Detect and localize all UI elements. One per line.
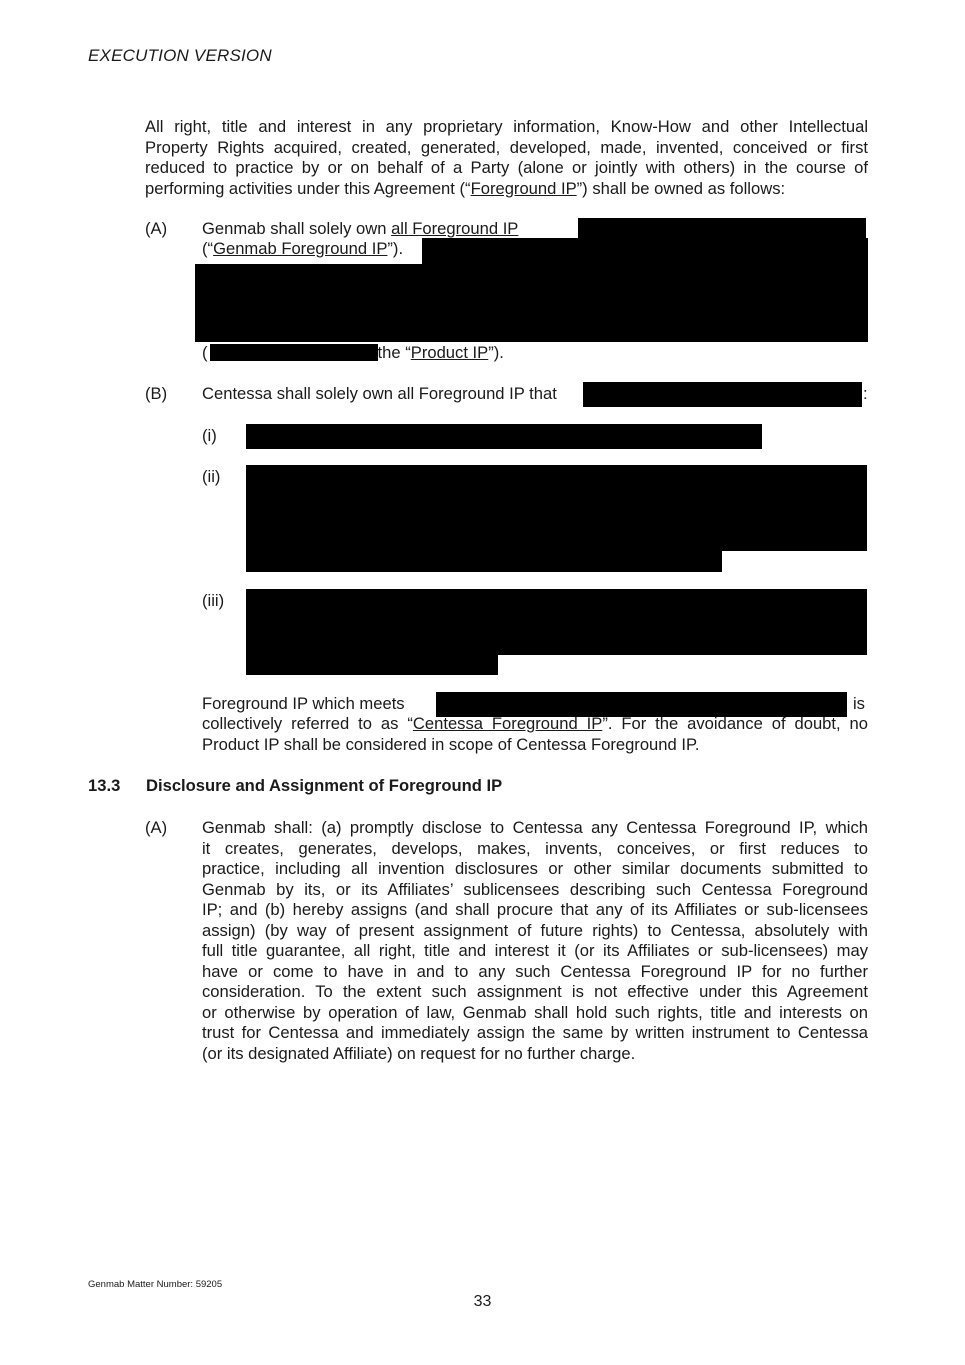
clause-133a-line: full title guarantee, all right, title and interest it (or its Affiliates or sub-licensees) may xyxy=(202,941,868,960)
clause-133a-line: have or come to have in and to any such Centessa Foreground IP for no further xyxy=(202,961,868,981)
defined-term-centessa-foreground-ip: Centessa Foreground IP xyxy=(412,714,603,733)
clause-b-label: (B) xyxy=(145,384,168,403)
intro-line-4: performing activities under this Agreement (“Foreground IP”) shall be owned as follows: xyxy=(145,178,786,198)
defined-term-product-ip: Product IP xyxy=(410,343,489,362)
clause-133a-line: trust for Centessa and immediately assign the same by written instrument to Centessa xyxy=(202,1023,868,1042)
matter-number: Genmab Matter Number: 59205 xyxy=(88,1279,223,1290)
clause-b-sub-iii-label: (iii) xyxy=(202,591,225,610)
clause-133a-line: it creates, generates, develops, makes, invents, conceives, or first reduces to xyxy=(202,838,868,858)
redaction-block xyxy=(578,218,866,240)
section-number: 13.3 xyxy=(88,776,121,795)
clause-b-sub-ii-label: (ii) xyxy=(202,467,221,486)
defined-term-genmab-foreground-ip: Genmab Foreground IP xyxy=(213,239,388,258)
clause-133a-paragraph xyxy=(202,818,868,1064)
clause-133a-line: assign) (by way of present assignment of future rights) to Centessa, absolutely with xyxy=(202,920,868,940)
clause-a-term-all-foreground-ip: all Foreground IP xyxy=(391,219,519,238)
clause-b-tail-line-2: collectively referred to as “Centessa Foreground IP”. For the avoidance of doubt, no xyxy=(202,714,868,733)
clause-a-line-1: Genmab shall solely own all Foreground IP xyxy=(202,219,519,238)
clause-a-line-2: (“Genmab Foreground IP”). xyxy=(202,239,404,258)
page-number: 33 xyxy=(473,1293,492,1310)
clause-a-label: (A) xyxy=(145,219,168,238)
clause-133a-line: Genmab by its, or its Affiliates’ sublicensees describing such Centessa Foreground xyxy=(202,879,868,899)
defined-term-foreground-ip: Foreground IP xyxy=(470,178,577,198)
clause-b-line-1-end: : xyxy=(863,384,868,403)
redaction-block xyxy=(583,382,862,407)
redaction-block xyxy=(246,465,867,551)
clause-b-tail-line-1-post: is xyxy=(853,694,865,713)
document-header: EXECUTION VERSION xyxy=(88,46,272,65)
redaction-block xyxy=(195,264,868,342)
clause-133a-line: Genmab shall: (a) promptly disclose to Centessa any Centessa Foreground IP, which xyxy=(202,818,868,837)
clause-133a-line: consideration. To the extent such assignment is not effective under this Agreement xyxy=(202,982,868,1001)
redaction-block xyxy=(246,424,762,449)
clause-133a-line: or otherwise by operation of law, Genmab shall hold such rights, title and interests on xyxy=(202,1002,868,1022)
section-title: Disclosure and Assignment of Foreground IP xyxy=(146,776,503,795)
redaction-block xyxy=(246,589,867,655)
redaction-block xyxy=(422,238,868,266)
clause-133a-line: practice, including all invention disclosures or other similar documents submitted to xyxy=(202,859,868,878)
clause-133a-label: (A) xyxy=(145,818,168,837)
intro-line-3: reduced to practice by or on behalf of a Party (alone or jointly with others) in the course of xyxy=(145,158,868,177)
clause-133a-line: IP; and (b) hereby assigns (and shall procure that any of its Affiliates or sub-licensees xyxy=(202,900,868,919)
redaction-block xyxy=(246,549,722,572)
intro-line-2: Property Rights acquired, created, generated, developed, made, invented, conceived or first xyxy=(145,137,868,157)
clause-b-line-1: Centessa shall solely own all Foreground IP that xyxy=(202,384,557,403)
clause-b-sub-i-label: (i) xyxy=(202,426,217,445)
clause-133a-last-line: (or its designated Affiliate) on request for no further charge. xyxy=(202,1043,636,1063)
intro-line-1: All right, title and interest in any proprietary information, Know-How and other Intellectual xyxy=(145,117,868,136)
clause-a-line-3: ( the “Product IP”). xyxy=(202,343,504,362)
redaction-block xyxy=(246,653,498,675)
clause-b-tail-line-3: Product IP shall be considered in scope of Centessa Foreground IP. xyxy=(202,735,700,754)
redaction-block xyxy=(210,344,378,361)
intro-paragraph xyxy=(145,117,868,199)
clause-b-tail-line-1-pre: Foreground IP which meets xyxy=(202,694,405,713)
